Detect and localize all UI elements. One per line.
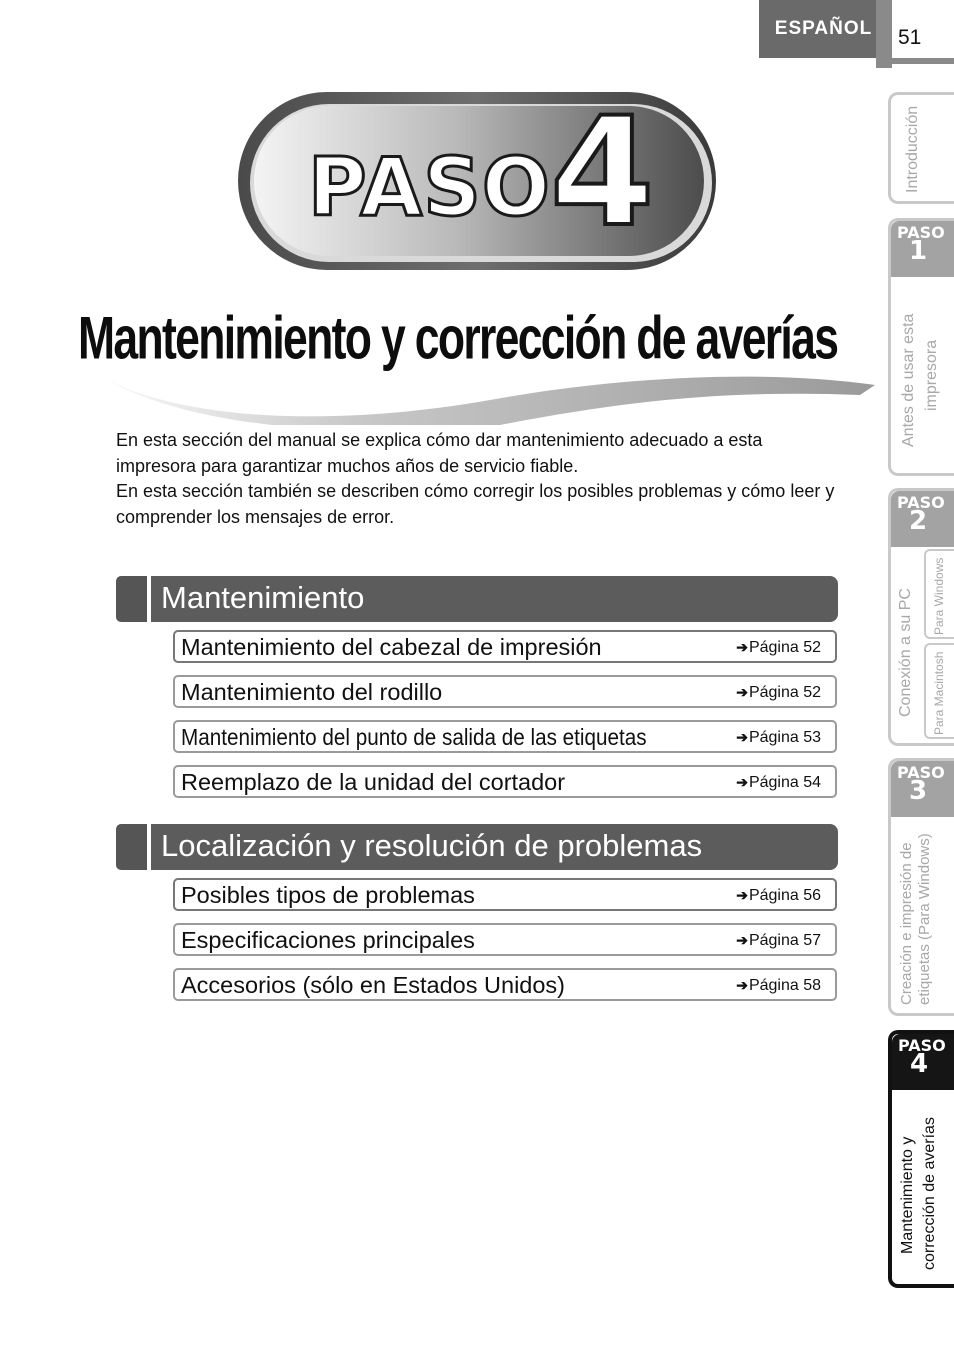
intro-text — [116, 428, 836, 530]
sidebar-tab-label: Conexión a su PC — [897, 588, 914, 717]
toc-item-label: Especificaciones principales — [181, 927, 475, 953]
arrow-right-icon: ➔ — [736, 729, 748, 745]
section-marker — [116, 824, 147, 870]
section-header — [116, 576, 838, 622]
toc-item[interactable] — [173, 968, 837, 1001]
paso-chip: PASO 4 — [892, 1034, 954, 1090]
toc-item[interactable] — [173, 630, 837, 663]
toc-item-label: Posibles tipos de problemas — [181, 882, 475, 908]
paso-word: PASO — [308, 141, 551, 234]
paso-number: 4 — [550, 86, 655, 260]
sidebar-tab-step2[interactable] — [888, 488, 954, 746]
sidebar-tab-intro[interactable] — [888, 92, 954, 204]
sidebar-tab-label: etiquetas (Para Windows) — [916, 833, 933, 1005]
toc-page-ref[interactable]: ➔Página 56 — [736, 887, 821, 904]
sidebar-subtab-mac[interactable] — [924, 643, 954, 739]
paso-chip: PASO 2 — [891, 491, 954, 547]
language-tab-edge — [876, 0, 892, 68]
page-number: 51 — [898, 26, 922, 49]
arrow-right-icon: ➔ — [736, 932, 748, 948]
toc-item-label: Reemplazo de la unidad del cortador — [181, 769, 566, 795]
sidebar-subtab-label: Para Windows — [932, 557, 946, 635]
arrow-right-icon: ➔ — [736, 887, 748, 903]
arrow-right-icon: ➔ — [736, 639, 748, 655]
toc-item[interactable] — [173, 765, 837, 798]
sidebar-tab-label: Mantenimiento y — [899, 1136, 916, 1254]
toc-item[interactable] — [173, 878, 837, 911]
section-header — [116, 824, 838, 870]
paso-chip: PASO 3 — [891, 761, 954, 817]
arrow-right-icon: ➔ — [736, 977, 748, 993]
page-title: Mantenimiento y corrección de averías — [78, 304, 838, 373]
sidebar-tab-label: Antes de usar esta — [900, 313, 917, 447]
section-heading: Mantenimiento — [151, 576, 838, 622]
toc-item-label: Mantenimiento del cabezal de impresión — [181, 634, 602, 660]
toc-item[interactable] — [173, 923, 837, 956]
toc-item-label: Mantenimiento del rodillo — [181, 679, 443, 705]
toc-page-ref[interactable]: ➔Página 58 — [736, 977, 821, 994]
section-troubleshooting — [116, 824, 838, 1004]
section-marker — [116, 576, 147, 622]
sidebar-subtab-windows[interactable] — [924, 549, 954, 639]
toc-item-label: Mantenimiento del punto de salida de las etiquetas — [181, 724, 647, 750]
intro-paragraph: En esta sección del manual se explica cómo dar mantenimiento adecuado a esta impresora para garantizar muchos años de servicio fiable. — [116, 430, 763, 476]
header-rule — [892, 58, 954, 64]
sidebar-tab-step4[interactable] — [888, 1030, 954, 1288]
language-tab: ESPAÑOL — [759, 0, 888, 58]
toc-page-ref[interactable]: ➔Página 52 — [736, 684, 821, 701]
toc-item[interactable] — [173, 675, 837, 708]
sidebar-tab-label: impresora — [923, 339, 940, 411]
arrow-right-icon: ➔ — [736, 774, 748, 790]
arrow-right-icon: ➔ — [736, 684, 748, 700]
toc-page-ref[interactable]: ➔Página 54 — [736, 774, 821, 791]
sidebar-tab-step3[interactable] — [888, 758, 954, 1016]
paso-chip: PASO 1 — [891, 221, 954, 277]
intro-paragraph: En esta sección también se describen cómo corregir los posibles problemas y cómo leer y comprender los mensajes de error. — [116, 481, 835, 527]
toc-item-label: Accesorios (sólo en Estados Unidos) — [181, 972, 566, 998]
sidebar-tab-label: Creación e impresión de — [898, 842, 915, 1005]
toc-page-ref[interactable]: ➔Página 52 — [736, 639, 821, 656]
sidebar-tab-step1[interactable] — [888, 218, 954, 476]
toc-item[interactable] — [173, 720, 837, 753]
toc-page-ref[interactable]: ➔Página 57 — [736, 932, 821, 949]
sidebar-subtab-label: Para Macintosh — [932, 651, 946, 735]
sidebar-tab-label: corrección de averías — [921, 1117, 938, 1270]
toc-page-ref[interactable]: ➔Página 53 — [736, 729, 821, 746]
sidebar-tab-label: Introducción — [904, 105, 921, 193]
section-heading: Localización y resolución de problemas — [151, 824, 838, 870]
section-maintenance — [116, 576, 838, 806]
